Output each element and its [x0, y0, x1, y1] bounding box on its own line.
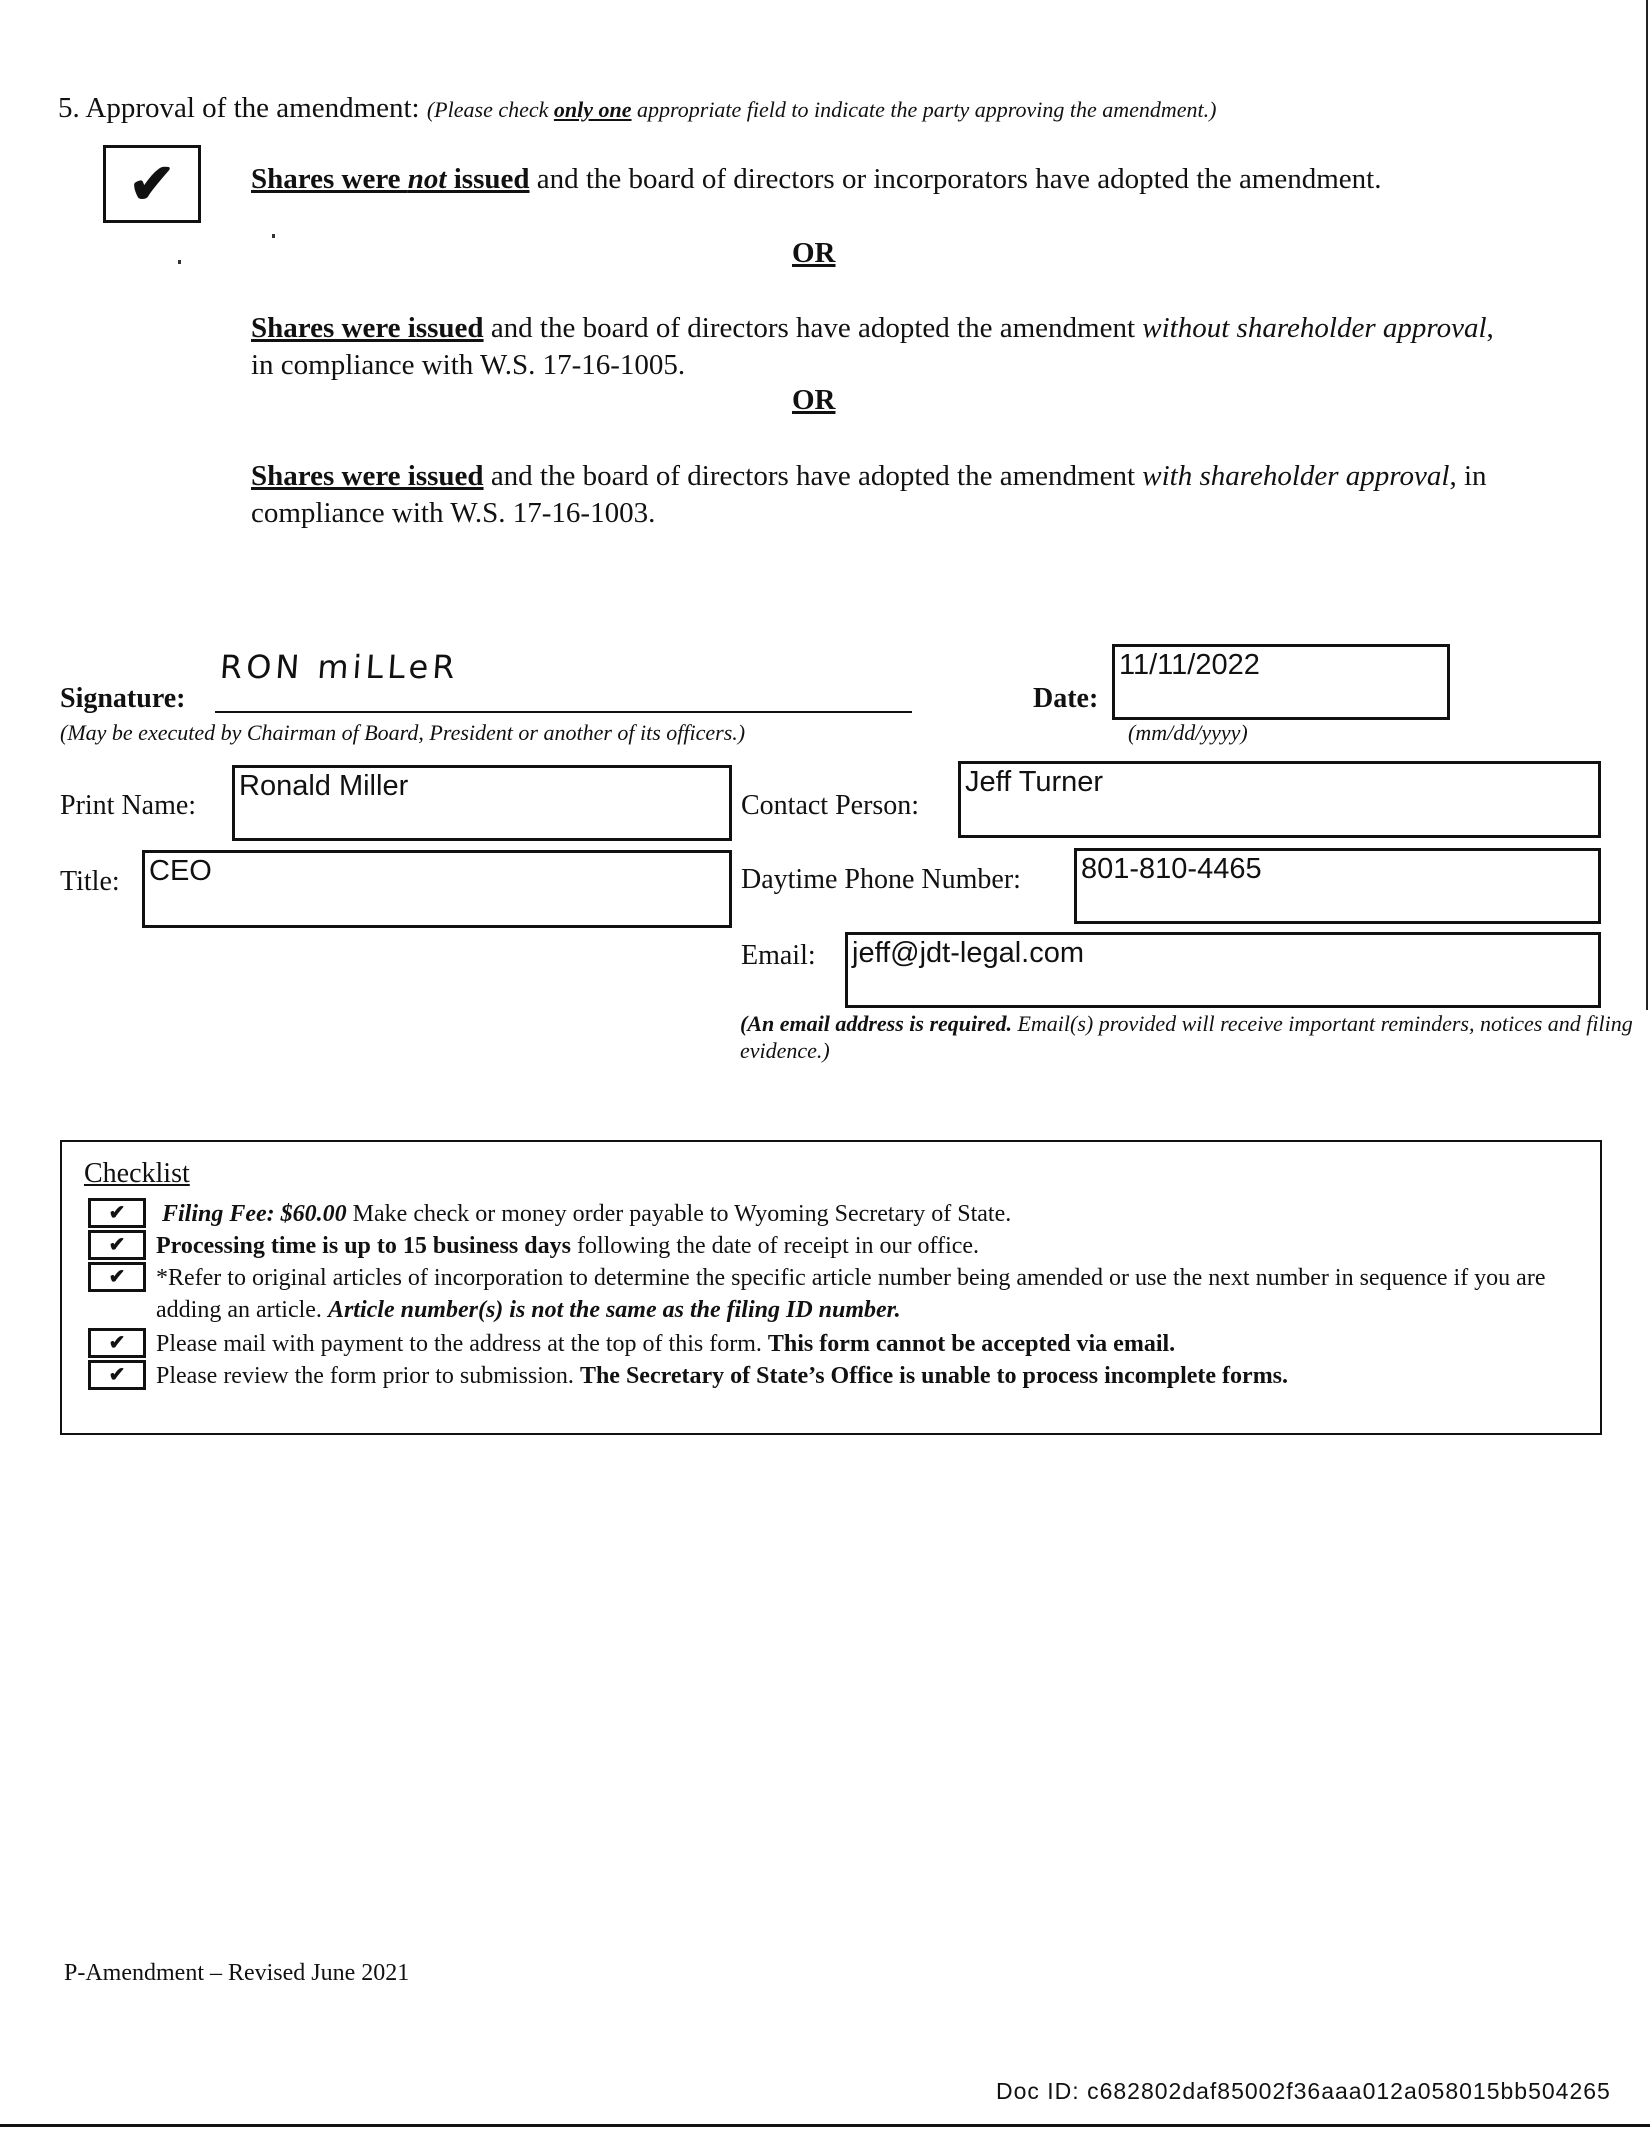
title-label: Title: [60, 866, 120, 897]
checkmark-icon: ✔ [108, 1364, 126, 1386]
title-value: CEO [149, 855, 212, 887]
signature-value[interactable]: RON miLLeR [218, 648, 460, 686]
checklist-checkbox[interactable] [88, 1360, 146, 1390]
scan-edge-line [1646, 0, 1648, 1010]
checkmark-icon: ✔ [108, 1332, 126, 1354]
date-field[interactable] [1112, 644, 1450, 720]
date-format-hint: (mm/dd/yyyy) [1128, 720, 1248, 745]
option-shares-issued-with-approval: Shares were issued and the board of directors have adopted the amendment with shareholder approval, in compliance with W.S. 17-16-1003. [251, 460, 1487, 529]
phone-field[interactable] [1074, 848, 1601, 924]
email-value: jeff@jdt-legal.com [852, 937, 1084, 969]
or-separator: OR [792, 237, 836, 269]
scan-speck [178, 260, 181, 264]
checklist-item-text: *Refer to original articles of incorporation to determine the specific article number being amended or use the next number in sequence if you are adding an article. Article number(s) is not the same as the filing ID number. [156, 1265, 1546, 1323]
checklist-checkbox[interactable] [88, 1262, 146, 1292]
checklist-item-text: Processing time is up to 15 business days following the date of receipt in our office. [156, 1233, 980, 1259]
print-name-label: Print Name: [60, 790, 197, 821]
checklist-item-text: Please mail with payment to the address at the top of this form. This form cannot be accepted via email. [156, 1331, 1176, 1357]
print-name-value: Ronald Miller [239, 770, 409, 802]
doc-id-label: Doc ID: c682802daf85002f36aaa012a058015bb504265 [996, 2078, 1611, 2104]
contact-person-field[interactable] [958, 761, 1601, 838]
checklist-panel [60, 1140, 1602, 1435]
contact-person-value: Jeff Turner [965, 766, 1104, 798]
checklist-checkbox[interactable] [88, 1198, 146, 1228]
option-lead: Shares were not issued [251, 163, 530, 195]
signature-note: (May be executed by Chairman of Board, President or another of its officers.) [60, 720, 746, 745]
or-separator: OR [792, 384, 836, 416]
option-shares-not-issued: Shares were not issued and the board of directors or incorporators have adopted the amendment. [251, 163, 1382, 195]
title-field[interactable] [142, 850, 732, 928]
phone-label: Daytime Phone Number: [741, 864, 1021, 895]
checkmark-icon: ✔ [108, 1266, 126, 1288]
signature-line [215, 711, 912, 713]
phone-value: 801-810-4465 [1081, 853, 1262, 885]
contact-person-label: Contact Person: [741, 790, 920, 821]
checklist-title: Checklist [84, 1158, 190, 1189]
checklist-checkbox[interactable] [88, 1328, 146, 1358]
checkmark-icon: ✔ [128, 153, 176, 216]
checkmark-icon: ✔ [108, 1234, 126, 1256]
email-field[interactable] [845, 932, 1601, 1008]
checklist-checkbox[interactable] [88, 1230, 146, 1260]
signature-label: Signature: [60, 683, 186, 714]
form-revision-label: P-Amendment – Revised June 2021 [64, 1960, 410, 1986]
print-name-field[interactable] [232, 765, 732, 841]
approval-checkbox-not-issued[interactable] [103, 145, 201, 223]
checklist-item-text: Please review the form prior to submission. The Secretary of State’s Office is unable to process incomplete forms. [156, 1363, 1289, 1389]
checkmark-icon: ✔ [108, 1202, 126, 1224]
date-label: Date: [1033, 683, 1099, 714]
scan-bottom-line [0, 2124, 1650, 2127]
option-shares-issued-without-approval: Shares were issued and the board of directors have adopted the amendment without shareholder approval, in compliance with W.S. 17-16-1005. [251, 312, 1494, 381]
section-instruction: (Please check only one appropriate field to indicate the party approving the amendment.) [426, 97, 1217, 122]
email-requirement-note: (An email address is required. Email(s) provided will receive important reminders, notices and filing evidence.) [740, 1011, 1633, 1063]
email-label: Email: [741, 940, 816, 971]
section-heading [58, 92, 1216, 125]
section-title: 5. Approval of the amendment: [58, 92, 420, 124]
scan-speck [272, 234, 275, 238]
date-value: 11/11/2022 [1119, 649, 1260, 681]
checklist-item-text: Filing Fee: $60.00 Make check or money order payable to Wyoming Secretary of State. [162, 1201, 1012, 1227]
